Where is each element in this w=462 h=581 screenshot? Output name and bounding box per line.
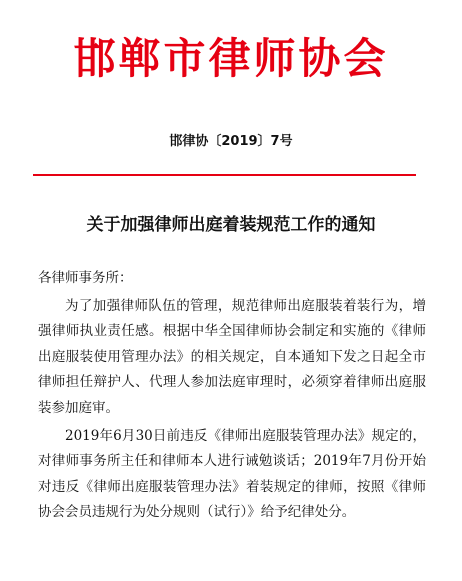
body-paragraph-2: 2019年6月30日前违反《律师出庭服装管理办法》规定的，对律师事务所主任和律师本人进行诫勉谈话；2019年7月份开始对违反《律师出庭服装管理办法》着装规定的律师，按照《律师协会会员违规行为处分规则（试行）》给予纪律处分。 bbox=[38, 427, 426, 521]
document-number: 邯律协〔2019〕7号 bbox=[169, 134, 293, 149]
document-title: 关于加强律师出庭着装规范工作的通知 bbox=[86, 215, 376, 235]
red-divider-line bbox=[33, 174, 416, 176]
organization-header: 邯郸市律师协会 bbox=[73, 34, 389, 83]
body-paragraph-1: 为了加强律师队伍的管理，规范律师出庭服装着装行为，增强律师执业责任感。根据中华全国律师协会制定和实施的《律师出庭服装使用管理办法》的相关规定，自本通知下发之日起全市律师担任辩护人、代理人参加法庭审理时，必须穿着律师出庭服装参加庭审。 bbox=[38, 297, 426, 416]
document-body bbox=[38, 266, 426, 526]
salutation: 各律师事务所： bbox=[38, 270, 133, 286]
